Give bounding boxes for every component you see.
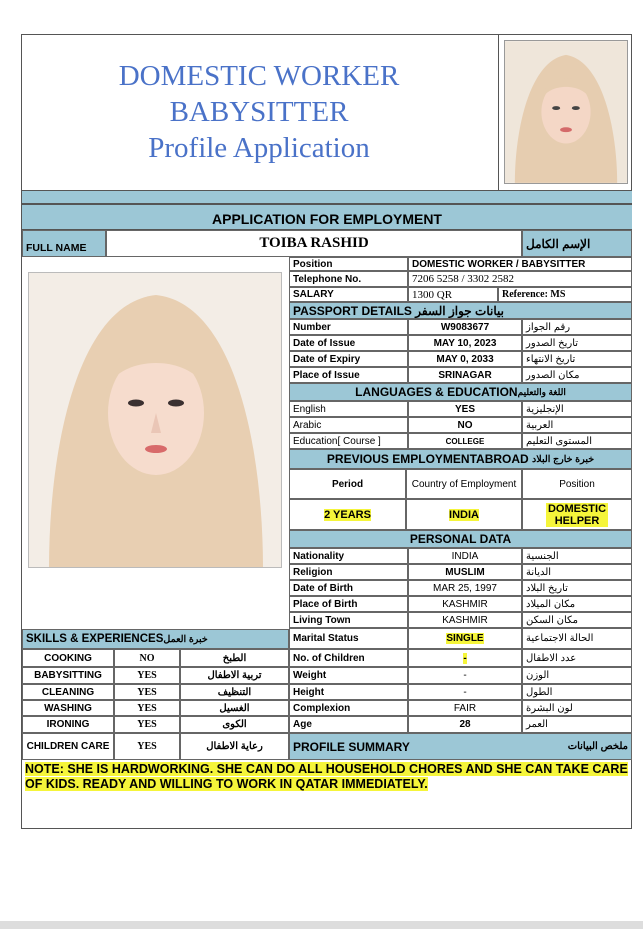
personal-row-ar: لون البشرة — [522, 700, 632, 716]
personal-row-value — [408, 564, 522, 580]
personal-row-value-text: 28 — [459, 719, 471, 730]
personal-row-label: Place of Birth — [289, 596, 408, 612]
skill-label: CHILDREN CARE — [22, 733, 114, 760]
personal-row-label: Marital Status — [289, 628, 408, 649]
personal-row-label: Living Town — [289, 612, 408, 628]
languages-title: LANGUAGES & EDUCATION — [355, 385, 518, 399]
previous-title: PREVIOUS EMPLOYMENTABROAD — [326, 452, 529, 466]
personal-row-value — [408, 716, 522, 733]
personal-row-ar: مكان السكن — [522, 612, 632, 628]
personal-row-value-text: MAR 25, 1997 — [433, 582, 497, 594]
personal-row-value — [408, 580, 522, 596]
personal-row-label: Nationality — [289, 548, 408, 564]
passport-row-ar: تاريخ الانتهاء — [522, 351, 632, 367]
skill-label-ar: الطبخ — [180, 649, 289, 667]
previous-section-title — [289, 449, 632, 469]
profile-photo-main — [28, 272, 282, 568]
personal-row-value-text: SINGLE — [446, 633, 484, 644]
skill-label-ar: الغسيل — [180, 700, 289, 716]
previous-header-period: Period — [289, 469, 406, 499]
passport-row-label: Date of Expiry — [289, 351, 408, 367]
passport-title: PASSPORT DETAILS — [293, 303, 412, 318]
languages-title-ar: اللغة والتعليم — [517, 386, 566, 397]
profile-note-text: NOTE: SHE IS HARDWORKING. SHE CAN DO ALL HOUSEHOLD CHORES AND SHE CAN TAKE CARE OF KIDS. READY AND WILLING TO WORK IN QATAR IMMEDIATELY. — [25, 762, 628, 791]
skills-title: SKILLS & EXPERIENCES — [26, 633, 164, 645]
previous-header-position: Position — [522, 469, 632, 499]
language-row-value: NO — [408, 417, 522, 433]
personal-row-value — [408, 684, 522, 700]
full-name-label: FULL NAME — [22, 230, 106, 257]
personal-row-label: Complexion — [289, 700, 408, 716]
personal-row-value-text: MUSLIM — [445, 566, 485, 578]
personal-row-value-text: FAIR — [453, 702, 477, 714]
profile-summary-title: PROFILE SUMMARY — [293, 739, 410, 754]
previous-country — [406, 499, 522, 530]
personal-row-ar: عدد الاطفال — [522, 649, 632, 667]
personal-row-value — [408, 649, 522, 667]
personal-row-ar: تاريخ البلاد — [522, 580, 632, 596]
position-label: Position — [289, 257, 408, 271]
previous-title-ar: خبرة خارج البلاد — [532, 453, 595, 465]
header-line-1: DOMESTIC WORKER — [118, 60, 400, 92]
skill-value: YES — [114, 667, 180, 684]
passport-row-label: Place of Issue — [289, 367, 408, 383]
language-row-value: COLLEGE — [408, 433, 522, 449]
telephone-value: 7206 5258 / 3302 2582 — [408, 271, 632, 287]
top-blue-band — [22, 190, 632, 204]
salary-value: 1300 QR — [408, 287, 498, 302]
previous-period — [289, 499, 406, 530]
personal-row-value-text: - — [463, 686, 467, 698]
personal-row-value-text: KASHMIR — [442, 614, 488, 626]
personal-row-ar: مكان الميلاد — [522, 596, 632, 612]
skill-value: YES — [114, 684, 180, 700]
previous-position-value: DOMESTIC HELPER — [547, 502, 607, 527]
previous-period-value: 2 YEARS — [324, 508, 371, 521]
passport-row-ar: تاريخ الصدور — [522, 335, 632, 351]
personal-row-ar: الديانة — [522, 564, 632, 580]
language-row-label: Education[ Course ] — [289, 433, 408, 449]
language-row-label: English — [289, 401, 408, 417]
personal-row-value — [408, 700, 522, 716]
language-row-ar: العربية — [522, 417, 632, 433]
portrait-image-small — [504, 40, 628, 184]
skill-label-ar: الكوى — [180, 716, 289, 733]
personal-row-ar: الطول — [522, 684, 632, 700]
personal-row-label: Weight — [289, 667, 408, 684]
passport-row-value: MAY 10, 2023 — [408, 335, 522, 351]
personal-row-value-text: INDIA — [451, 550, 479, 562]
personal-row-value — [408, 667, 522, 684]
full-name-value: TOIBA RASHID — [106, 230, 522, 257]
skill-label-ar: تربية الاطفال — [180, 667, 289, 684]
language-row-value: YES — [408, 401, 522, 417]
skill-value: YES — [114, 716, 180, 733]
personal-row-value-text: - — [463, 652, 467, 664]
skill-value: YES — [114, 733, 180, 760]
personal-row-label: Age — [289, 716, 408, 733]
skill-label: CLEANING — [22, 684, 114, 700]
personal-row-value-text: - — [463, 670, 467, 681]
personal-row-ar: الجنسية — [522, 548, 632, 564]
skill-label: COOKING — [22, 649, 114, 667]
passport-section-title — [289, 302, 632, 319]
skill-label: IRONING — [22, 716, 114, 733]
portrait-image — [29, 273, 282, 568]
passport-row-ar: مكان الصدور — [522, 367, 632, 383]
personal-row-ar: العمر — [522, 716, 632, 733]
passport-row-value: W9083677 — [408, 319, 522, 335]
profile-summary-bar — [289, 733, 632, 760]
personal-row-value — [408, 628, 522, 649]
languages-section-title — [289, 383, 632, 401]
position-value: DOMESTIC WORKER / BABYSITTER — [408, 257, 632, 271]
document-header — [22, 40, 496, 190]
skills-section-title — [22, 629, 289, 649]
personal-row-value — [408, 612, 522, 628]
personal-row-value — [408, 596, 522, 612]
personal-row-value — [408, 548, 522, 564]
passport-row-value: SRINAGAR — [408, 367, 522, 383]
personal-row-label: No. of Children — [289, 649, 408, 667]
passport-row-label: Date of Issue — [289, 335, 408, 351]
application-title: APPLICATION FOR EMPLOYMENT — [22, 204, 632, 230]
personal-row-value-text: KASHMIR — [442, 598, 488, 610]
personal-section-title: PERSONAL DATA — [289, 530, 632, 548]
personal-row-ar: الحالة الاجتماعية — [522, 628, 632, 649]
profile-summary-title-ar: ملخص البيانات — [567, 741, 628, 752]
profile-note — [25, 762, 629, 792]
full-name-label-ar: الإسم الكامل — [522, 230, 632, 257]
language-row-ar: المستوى التعليم — [522, 433, 632, 449]
telephone-label: Telephone No. — [289, 271, 408, 287]
skill-label: BABYSITTING — [22, 667, 114, 684]
personal-row-label: Date of Birth — [289, 580, 408, 596]
reference-value: Reference: MS — [498, 287, 632, 302]
personal-row-label: Height — [289, 684, 408, 700]
profile-photo-small — [498, 34, 632, 190]
passport-row-ar: رقم الجواز — [522, 319, 632, 335]
previous-position — [522, 499, 632, 530]
personal-row-ar: الوزن — [522, 667, 632, 684]
skills-title-ar: خبرة العمل — [163, 633, 208, 645]
skill-value: YES — [114, 700, 180, 716]
bottom-strip — [0, 921, 643, 929]
passport-row-label: Number — [289, 319, 408, 335]
language-row-label: Arabic — [289, 417, 408, 433]
passport-title-ar: بيانات جواز السفر — [415, 303, 504, 318]
header-line-2: BABYSITTER — [169, 96, 349, 128]
skill-label-ar: التنظيف — [180, 684, 289, 700]
previous-country-value: INDIA — [449, 508, 479, 521]
personal-row-label: Religion — [289, 564, 408, 580]
skill-label: WASHING — [22, 700, 114, 716]
passport-row-value: MAY 0, 2033 — [408, 351, 522, 367]
skill-value: NO — [114, 649, 180, 667]
skill-label-ar: رعاية الاطفال — [180, 733, 289, 760]
previous-header-country: Country of Employment — [406, 469, 522, 499]
language-row-ar: الإنجليزية — [522, 401, 632, 417]
header-line-3: Profile Application — [148, 132, 370, 164]
salary-label: SALARY — [289, 287, 408, 302]
